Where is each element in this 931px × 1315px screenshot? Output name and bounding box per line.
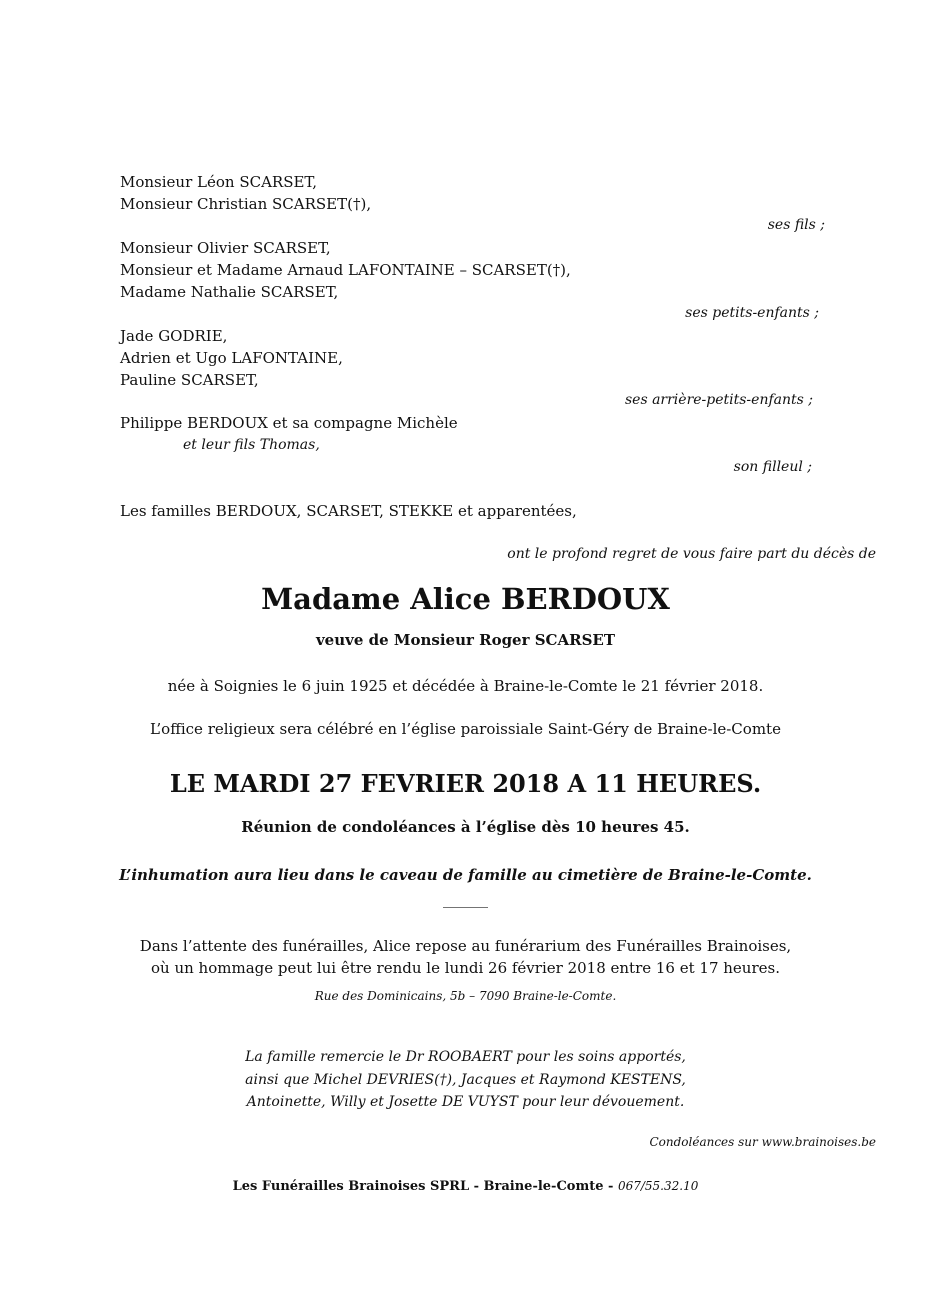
thanks-line: Antoinette, Willy et Josette DE VUYST pour leur dévouement. <box>246 1094 685 1110</box>
family-member: Jade GODRIE, <box>120 327 228 345</box>
relation-label-great-grandchildren: ses arrière-petits-enfants ; <box>624 392 813 408</box>
service-datetime: LE MARDI 27 FEVRIER 2018 A 11 HEURES. <box>169 769 762 798</box>
deceased-name: Madame Alice BERDOUX <box>261 582 670 616</box>
family-member: Monsieur et Madame Arnaud LAFONTAINE – SCARSET(†), <box>120 261 571 279</box>
widow-of-line: veuve de Monsieur Roger SCARSET <box>315 631 616 649</box>
family-member-sub: et leur fils Thomas, <box>183 437 320 453</box>
family-member: Adrien et Ugo LAFONTAINE, <box>120 349 343 367</box>
separator: ______ <box>443 890 488 908</box>
thanks-line: ainsi que Michel DEVRIES(†), Jacques et Raymond KESTENS, <box>245 1072 686 1088</box>
religious-service-line: L’office religieux sera célébré en l’église paroissiale Saint-Géry de Braine-le-Comte <box>150 720 781 738</box>
condolences-meeting: Réunion de condoléances à l’église dès 10 heures 45. <box>241 818 690 836</box>
family-member: Monsieur Christian SCARSET(†), <box>120 195 372 213</box>
footer <box>0 1179 931 1194</box>
funeral-home-name: Les Funérailles Brainoises SPRL - Braine-le-Comte - <box>232 1179 618 1194</box>
family-member: Philippe BERDOUX et sa compagne Michèle <box>120 414 458 432</box>
families-line: Les familles BERDOUX, SCARSET, STEKKE et apparentées, <box>120 502 577 520</box>
relation-label-sons: ses fils ; <box>767 217 825 233</box>
family-member: Madame Nathalie SCARSET, <box>120 283 339 301</box>
announcement-line: ont le profond regret de vous faire part du décès de <box>507 546 876 562</box>
family-member: Pauline SCARSET, <box>120 371 259 389</box>
funerarium-line: Dans l’attente des funérailles, Alice repose au funérarium des Funérailles Brainoises, <box>139 937 792 955</box>
funerarium-address: Rue des Dominicains, 5b – 7090 Braine-le-Comte. <box>314 989 617 1003</box>
birth-death-line: née à Soignies le 6 juin 1925 et décédée à Braine-le-Comte le 21 février 2018. <box>167 677 764 695</box>
funerarium-line: où un hommage peut lui être rendu le lundi 26 février 2018 entre 16 et 17 heures. <box>151 959 780 977</box>
family-member: Monsieur Léon SCARSET, <box>120 173 317 191</box>
burial-line: L’inhumation aura lieu dans le caveau de famille au cimetière de Braine-le-Comte. <box>119 866 812 884</box>
relation-label-grandchildren: ses petits-enfants ; <box>685 305 819 321</box>
funeral-home-phone: 067/55.32.10 <box>617 1179 699 1193</box>
relation-label-godson: son filleul ; <box>733 459 812 475</box>
online-condolences: Condoléances sur www.brainoises.be <box>649 1135 876 1149</box>
thanks-line: La famille remercie le Dr ROOBAERT pour les soins apportés, <box>245 1049 686 1065</box>
family-member: Monsieur Olivier SCARSET, <box>120 239 331 257</box>
